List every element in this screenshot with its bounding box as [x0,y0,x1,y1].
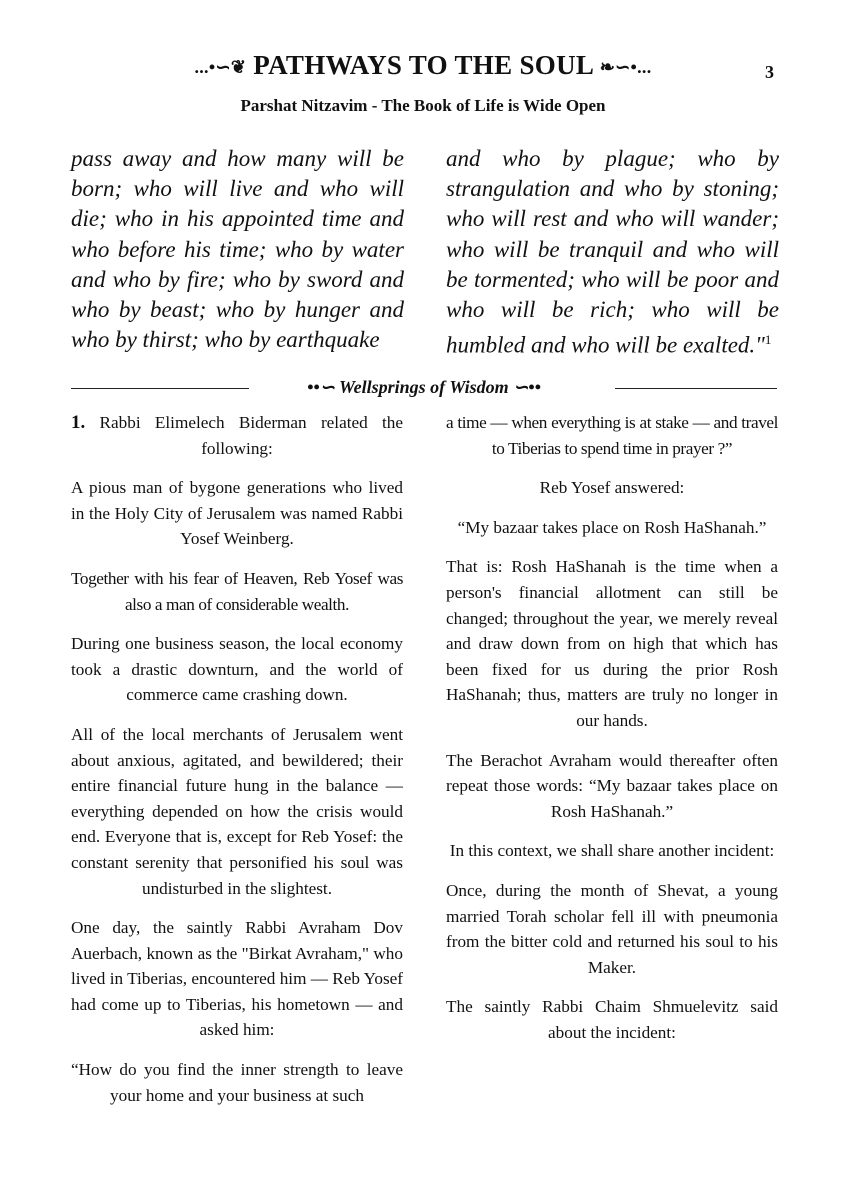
paragraph: During one business season, the local economy took a drastic downturn, and the world of commerce came crashing down. [71,634,403,705]
paragraph: a time — when everything is at stake — and travel to Tiberias to spend time in prayer ?” [446,413,778,458]
body-column-right [446,410,778,1059]
page-number: 3 [765,62,774,82]
paragraph: Together with his fear of Heaven, Reb Yosef was also a man of considerable wealth. [71,568,403,614]
footnote-marker: 1 [764,332,772,348]
paragraph: One day, the saintly Rabbi Avraham Dov Auerbach, known as the "Birkat Avraham," who lived in Tiberias, encountered him — Reb Yosef had come up to Tiberias, his hometown — and asked him: [71,918,403,1040]
paragraph: In this context, we shall share another incident: [449,841,775,861]
quote-text-right: and who by plague; who by strangulation and who by stoning; who will rest and who will wander; who will be tranquil and who will be tormented; who will be poor and who will be rich; who will be humbled and who will be exalted." [446,146,779,358]
paragraph: All of the local merchants of Jerusalem went about anxious, agitated, and bewildered; their entire financial future hung in the balance — everything depended on how the crisis would end. Everyone that is, except for Reb Yosef: the constant serenity that personified his soul was undisturbed in the slightest. [71,724,403,898]
paragraph [71,410,403,461]
running-title [0,50,846,81]
paragraph-text: Rabbi Elimelech Biderman related the following: [99,413,403,458]
section-heading: ••∽ Wellsprings of Wisdom ∽•• [307,377,541,397]
paragraph: That is: Rosh HaShanah is the time when a person's financial allotment can still be changed; throughout the year, we merely reveal and draw down from on high that which has been fixed for us during the prior Rosh HaShanah; thus, matters are truly no longer in our hands. [446,557,778,730]
page-header [0,50,846,90]
paragraph: Once, during the month of Shevat, a young married Torah scholar fell ill with pneumonia from the bitter cold and returned his soul to his Maker. [446,880,778,977]
paragraph: The saintly Rabbi Chaim Shmuelevitz said about the incident: [446,997,778,1042]
quote-column-right [446,144,779,361]
paragraph: The Berachot Avraham would thereafter often repeat those words: “My bazaar takes place on Rosh HaShanah.” [446,750,778,821]
body-column-left [71,410,403,1122]
quote-column-left [71,144,404,355]
book-title: PATHWAYS TO THE SOUL [253,50,593,80]
ornament-left-icon: ...•∽❦ [194,57,247,78]
ornament-right-icon: ❧∽•... [599,57,652,78]
section-divider [71,378,777,400]
paragraph: “My bazaar takes place on Rosh HaShanah.” [457,517,767,537]
item-number: 1. [71,412,86,433]
paragraph: Reb Yosef answered: [539,478,685,498]
quote-text-left: pass away and how many will be born; who will live and who will die; who in his appointed time and who before his time; who by water and who by fire; who by sword and who by beast; who by hunger and who by thirst; who by earthquake [71,146,404,353]
paragraph: “How do you find the inner strength to leave your home and your business at such [71,1060,403,1105]
paragraph: A pious man of bygone generations who lived in the Holy City of Jerusalem was named Rabbi Yosef Weinberg. [71,478,403,549]
chapter-subtitle: Parshat Nitzavim - The Book of Life is Wide Open [240,96,606,115]
